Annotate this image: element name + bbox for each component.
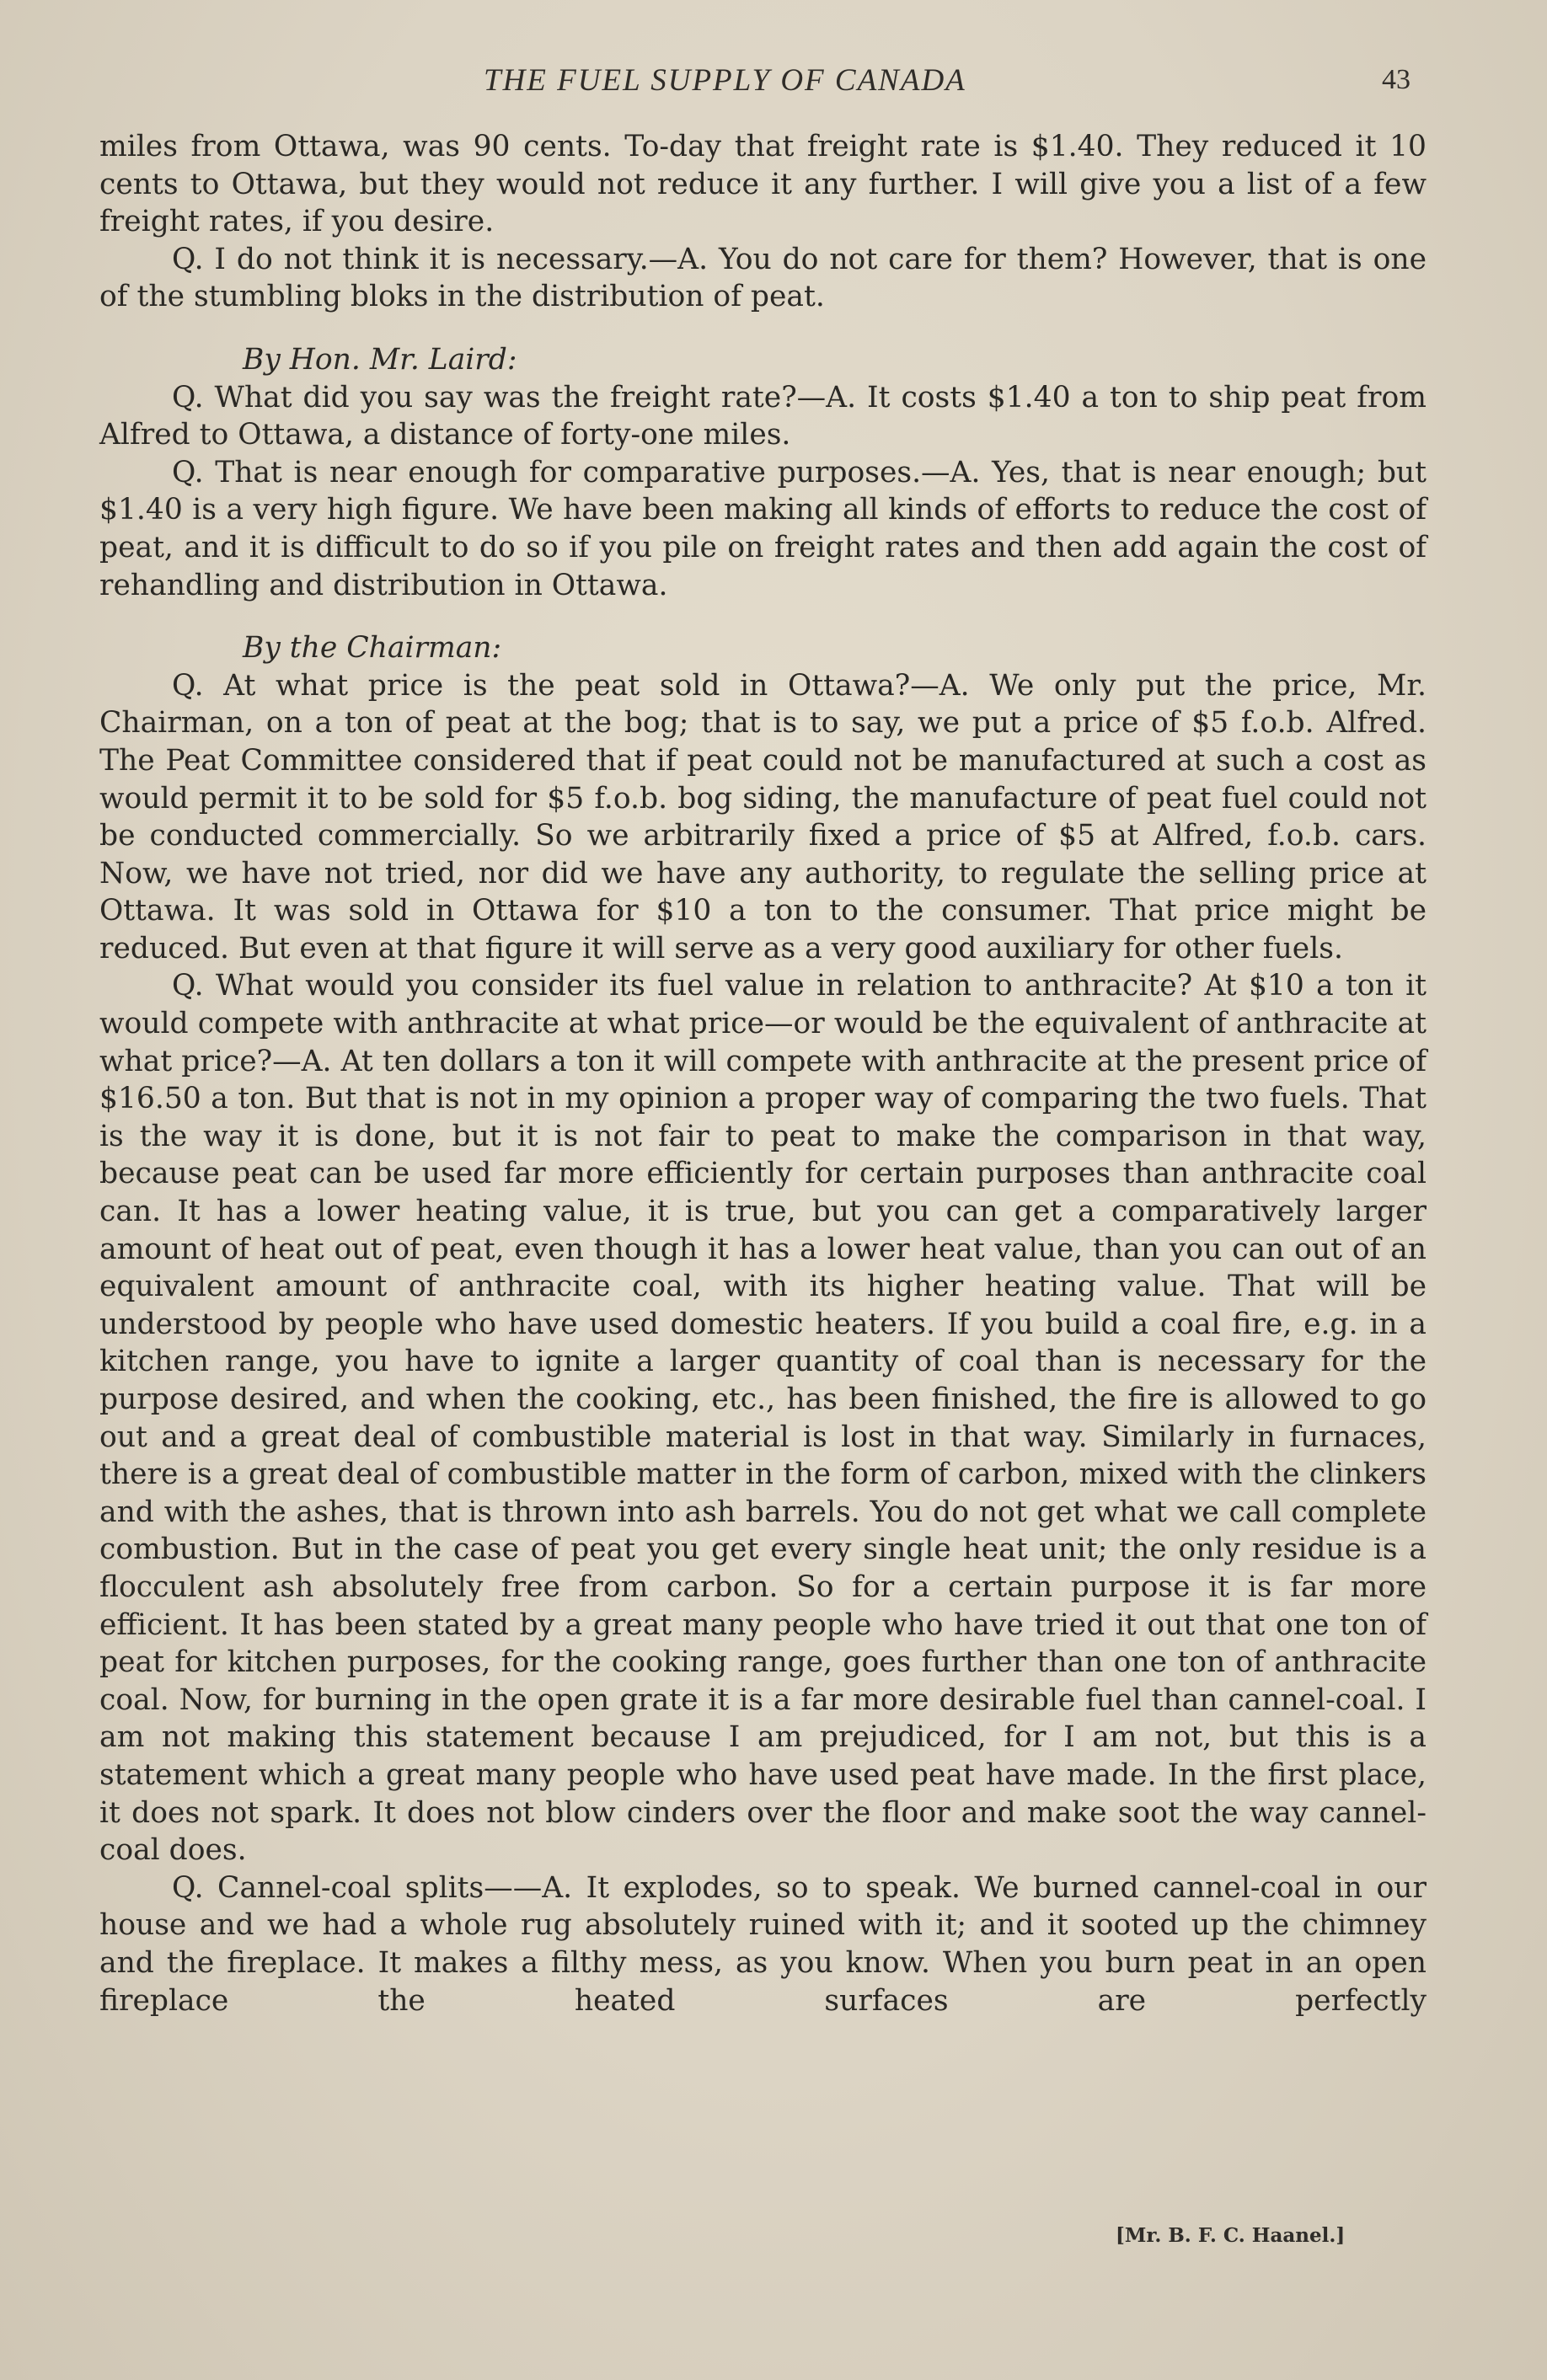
paragraph-6: Q. What would you consider its fuel value in relation to anthracite? At $10 a ton it would compete with anthracite at what price—or would be the equivalent of anthracite at what price?—A. At ten dollars a ton it will compete with anthracite at the present price of $16.50 a ton. But that is not in my opinion a proper way of comparing the two fuels. That is the way it is done, but it is not fair to peat to make the comparison in that way, because peat can be used far more efficiently for certain purposes than anthracite coal can. It has a lower heating value, it is true, but you can get a comparatively larger amount of heat out of peat, even though it has a lower heat value, than you can out of an equivalent amount of anthracite coal, with its higher heating value. That will be understood by people who have used domestic heaters. If you build a coal fire, e.g. in a kitchen range, you have to ignite a larger quantity of coal than is necessary for the purpose desired, and when the cooking, etc., has been finished, the fire is allowed to go out and a great deal of combustible material is lost in that way. Similarly in furnaces, there is a great deal of combustible matter in the form of carbon, mixed with the clinkers and with the ashes, that is thrown into ash barrels. You do not get what we call complete combustion. But in the case of peat you get every single heat unit; the only residue is a flocculent ash absolutely free from carbon. So for a certain purpose it is far more efficient. It has been stated by a great many people who have tried it out that one ton of peat for kitchen purposes, for the cooking range, goes further than one ton of anthracite coal. Now, for burning in the open grate it is a far more desirable fuel than cannel-coal. I am not making this statement because I am prejudiced, for I am not, but this is a statement which a great many people who have used peat have made. In the first place, it does not spark. It does not blow cinders over the floor and make soot the way cannel-coal does. [99, 969, 1427, 1868]
speaker-heading-laird: By Hon. Mr. Laird: [243, 342, 517, 377]
paragraph-2: Q. I do not think it is necessary.—A. You do not care for them? However, that is one of the stumbling bloks in the distribution of peat. [99, 242, 1427, 314]
running-title: THE FUEL SUPPLY OF CANADA [484, 63, 966, 98]
speaker-heading-chairman: By the Chairman: [243, 631, 502, 666]
speaker-signature: [Mr. B. F. C. Haanel.] [1116, 2224, 1346, 2247]
paragraph-4: Q. That is near enough for comparative purposes.—A. Yes, that is near enough; but $1.40 is a very high figure. We have been making all kinds of efforts to reduce the cost of peat, and it is difficult to do so if you pile on freight rates and then add again the cost of rehandling and distribution in Ottawa. [99, 455, 1427, 602]
paragraph-7: Q. Cannel-coal splits——A. It explodes, so to speak. We burned cannel-coal in our house and we had a whole rug absolutely ruined with it; and it sooted up the chimney and the fireplace. It makes a filthy mess, as you know. When you burn peat in an open fireplace the heated surfaces are perfectly [99, 1870, 1427, 2018]
paragraph-5: Q. At what price is the peat sold in Ottawa?—A. We only put the price, Mr. Chairman, on a ton of peat at the bog; that is to say, we put a price of $5 f.o.b. Alfred. The Peat Committee considered that if peat could not be manufactured at such a cost as would permit it to be sold for $5 f.o.b. bog siding, the manufacture of peat fuel could not be conducted commercially. So we arbitrarily fixed a price of $5 at Alfred, f.o.b. cars. Now, we have not tried, nor did we have any authority, to regulate the selling price at Ottawa. It was sold in Ottawa for $10 a ton to the consumer. That price might be reduced. But even at that figure it will serve as a very good auxiliary for other fuels. [99, 668, 1427, 965]
page-number: 43 [1382, 64, 1410, 95]
paragraph-1: miles from Ottawa, was 90 cents. To-day that freight rate is $1.40. They reduced it 10 cents to Ottawa, but they would not reduce it any further. I will give you a list of a few freight rates, if you desire. [99, 130, 1427, 239]
paragraph-3: Q. What did you say was the freight rate?—A. It costs $1.40 a ton to ship peat from Alfred to Ottawa, a distance of forty-one miles. [99, 380, 1427, 452]
body-text [99, 128, 1427, 2019]
